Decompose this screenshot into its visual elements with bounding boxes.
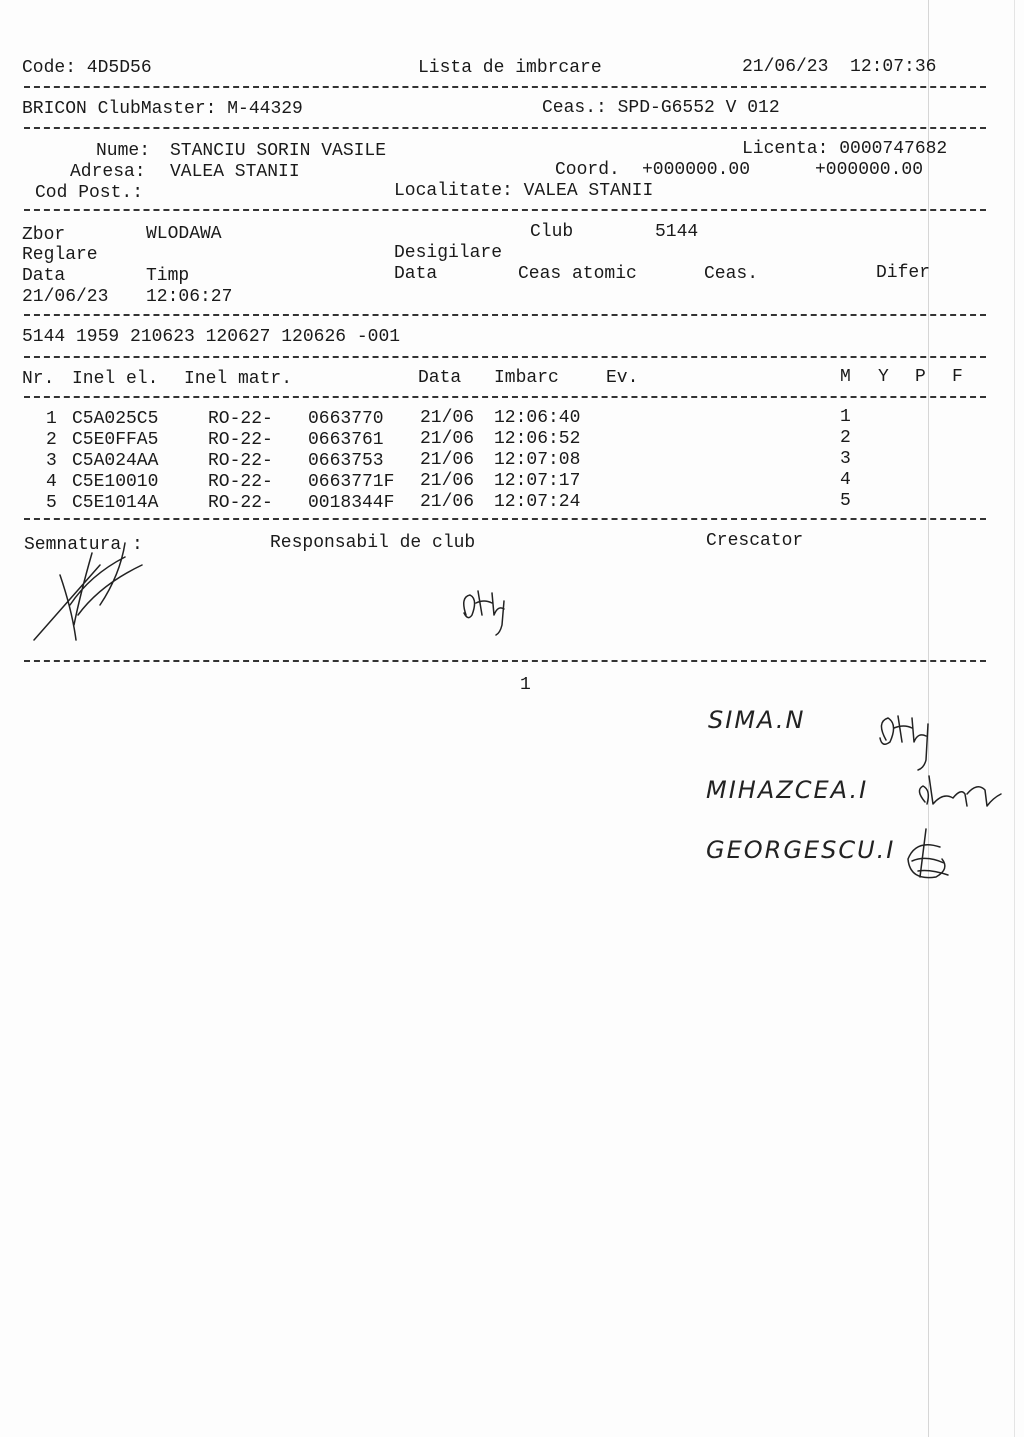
boarding-time: 12:07:24 xyxy=(494,492,581,512)
postal-code-label: Cod Post.: xyxy=(35,183,144,203)
divider xyxy=(24,396,986,398)
divider xyxy=(24,127,986,129)
flight-label: Zbor xyxy=(22,225,66,245)
ring-prefix: RO-22- xyxy=(208,451,273,471)
row-nr: 1 xyxy=(46,409,57,429)
handwritten-name-3: GEORGESCU.I xyxy=(706,836,896,864)
ring-prefix: RO-22- xyxy=(208,430,273,450)
boarding-time: 12:06:52 xyxy=(494,429,581,449)
registration-ring: 0663771F xyxy=(308,472,395,492)
breeder-label: Crescator xyxy=(706,531,804,551)
clock-label: Ceas. xyxy=(704,264,759,284)
col-header-electronic-ring: Inel el. xyxy=(72,369,159,389)
license-number: Licenta: 0000747682 xyxy=(742,139,948,159)
handwritten-name-1: SIMA.N xyxy=(708,706,806,734)
boarding-date: 21/06 xyxy=(420,429,475,449)
scan-edge-line xyxy=(1014,0,1015,1437)
club-number: 5144 xyxy=(655,222,699,242)
setting-date-label: Data xyxy=(22,266,66,286)
row-nr: 2 xyxy=(46,430,57,450)
col-header-p: P xyxy=(915,367,926,387)
atomic-clock-label: Ceas atomic xyxy=(518,264,637,284)
address-label: Adresa: xyxy=(70,162,146,182)
boarding-date: 21/06 xyxy=(420,492,475,512)
col-header-boarding: Imbarc xyxy=(494,368,559,388)
electronic-ring: C5E0FFA5 xyxy=(72,430,159,450)
col-header-y: Y xyxy=(878,367,889,387)
row-nr: 5 xyxy=(46,493,57,513)
registration-ring: 0663753 xyxy=(308,451,384,471)
setting-date: 21/06/23 xyxy=(22,287,109,307)
registration-ring: 0018344F xyxy=(308,493,395,513)
unsealing-label: Desigilare xyxy=(394,243,503,263)
document-title: Lista de imbrcare xyxy=(418,58,602,78)
club-responsible-signature xyxy=(458,585,518,640)
owner-name: STANCIU SORIN VASILE xyxy=(170,141,387,161)
coord-x: +000000.00 xyxy=(642,160,751,180)
m-value: 4 xyxy=(840,470,851,490)
col-header-ev: Ev. xyxy=(606,368,639,388)
m-value: 5 xyxy=(840,491,851,511)
electronic-ring: C5E10010 xyxy=(72,472,159,492)
m-value: 1 xyxy=(840,407,851,427)
registration-ring: 0663770 xyxy=(308,409,384,429)
electronic-ring: C5A024AA xyxy=(72,451,159,471)
handwritten-signature-1 xyxy=(870,710,940,772)
clock-id: Ceas.: SPD-G6552 V 012 xyxy=(542,98,780,118)
divider xyxy=(24,86,986,88)
clubmaster-id: BRICON ClubMaster: M-44329 xyxy=(22,99,303,119)
flight-name: WLODAWA xyxy=(146,224,222,244)
ring-prefix: RO-22- xyxy=(208,409,273,429)
club-label: Club xyxy=(530,222,574,242)
electronic-ring: C5E1014A xyxy=(72,493,159,513)
boarding-date: 21/06 xyxy=(420,408,475,428)
col-header-date: Data xyxy=(418,368,462,388)
boarding-time: 12:06:40 xyxy=(494,408,581,428)
divider xyxy=(24,209,986,211)
col-header-f: F xyxy=(952,367,963,387)
registration-ring: 0663761 xyxy=(308,430,384,450)
code-label: Code: 4D5D56 xyxy=(22,58,152,78)
divider xyxy=(24,518,986,520)
m-value: 3 xyxy=(840,449,851,469)
print-datetime: 21/06/23 12:07:36 xyxy=(742,57,937,77)
unsealing-date-label: Data xyxy=(394,264,438,284)
ring-prefix: RO-22- xyxy=(208,493,273,513)
col-header-nr: Nr. xyxy=(22,369,55,389)
col-header-registration-ring: Inel matr. xyxy=(184,369,293,389)
setting-time-label: Timp xyxy=(146,266,190,286)
difference-label: Difer xyxy=(876,263,931,283)
boarding-date: 21/06 xyxy=(420,450,475,470)
handwritten-signature-3 xyxy=(896,825,962,887)
col-header-m: M xyxy=(840,367,851,387)
club-responsible-label: Responsabil de club xyxy=(270,533,476,553)
boarding-date: 21/06 xyxy=(420,471,475,491)
setting-time: 12:06:27 xyxy=(146,287,233,307)
owner-signature xyxy=(30,535,160,650)
ring-prefix: RO-22- xyxy=(208,472,273,492)
name-label: Nume: xyxy=(96,141,151,161)
divider xyxy=(24,356,986,358)
row-nr: 4 xyxy=(46,472,57,492)
m-value: 2 xyxy=(840,428,851,448)
coord-y: +000000.00 xyxy=(815,160,924,180)
coord-label: Coord. xyxy=(555,160,620,180)
locality: Localitate: VALEA STANII xyxy=(394,181,654,201)
owner-address: VALEA STANII xyxy=(170,162,300,182)
flight-summary-line: 5144 1959 210623 120627 120626 -001 xyxy=(22,327,401,347)
boarding-time: 12:07:08 xyxy=(494,450,581,470)
row-nr: 3 xyxy=(46,451,57,471)
handwritten-name-2: MIHAZCEA.I xyxy=(706,776,869,804)
electronic-ring: C5A025C5 xyxy=(72,409,159,429)
divider xyxy=(24,314,986,316)
signature-label: Semnatura : xyxy=(24,535,143,555)
divider xyxy=(24,660,986,662)
boarding-time: 12:07:17 xyxy=(494,471,581,491)
page-number: 1 xyxy=(520,675,531,695)
setting-label: Reglare xyxy=(22,245,98,265)
handwritten-signature-2 xyxy=(905,770,1005,820)
